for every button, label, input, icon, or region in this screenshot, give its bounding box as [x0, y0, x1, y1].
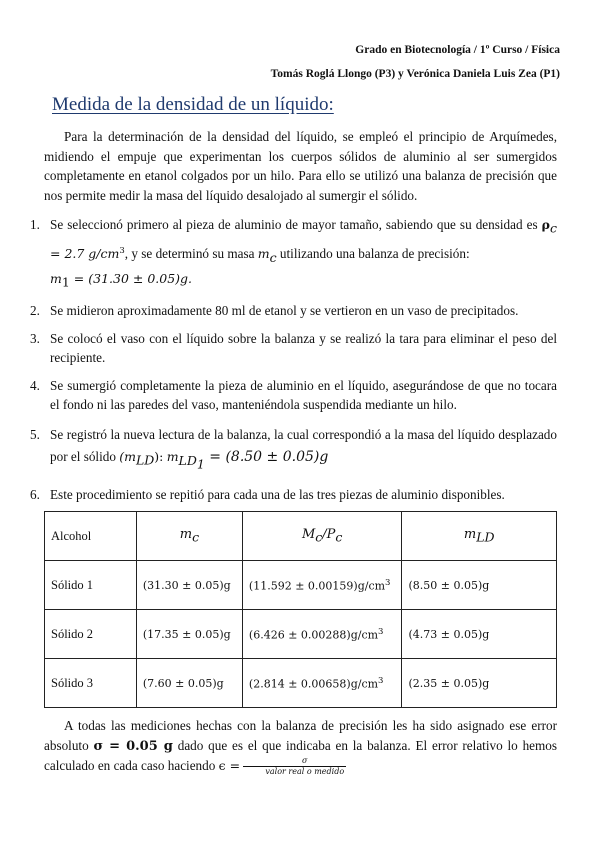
- mld1-subscript-index: 1: [196, 456, 205, 472]
- header-alcohol: Alcohol: [45, 512, 137, 561]
- mld1-value: = (8.50 ± 0.05)g: [204, 449, 329, 465]
- density-sup: 3: [378, 675, 384, 686]
- mld-subscript: LD: [135, 452, 155, 468]
- mld1-symbol: m: [166, 449, 179, 464]
- mld1-subscript: LD: [178, 452, 197, 468]
- intro-paragraph: Para la determinación de la densidad del líquido, se empleó el principio de Arquímedes, midiendo el empuje que experimentan los cuerpos sólidos de aluminio al ser sumergidos completamente en etanol colgados por un hilo. Para ello se utilizó una balanza de precisión que nos permite medir la masa del líquido desalojado al sumergir el sólido.: [44, 129, 557, 203]
- list-text: [50, 424, 557, 475]
- step1-text-b: , y se determinó su masa: [124, 245, 255, 261]
- fraction-numerator: σ: [243, 756, 346, 767]
- list-item-2: [30, 300, 557, 322]
- density-value: (11.592 ± 0.00159)g/cm: [248, 579, 386, 593]
- header-mc: [136, 512, 242, 561]
- list-item-3: [30, 329, 557, 367]
- header-mc-subscript: c: [192, 529, 200, 545]
- list-text: Se sumergió completamente la pieza de aluminio en el líquido, asegurándose de que no tocara el fondo ni las paredes del vaso, manteniéndola suspendida mediante un hilo.: [50, 378, 557, 412]
- list-number: 3.: [30, 331, 40, 346]
- density-value: (6.426 ± 0.00288)g/cm: [248, 628, 379, 642]
- density-sup: 3: [378, 626, 384, 637]
- mass-subscript: c: [269, 249, 277, 265]
- section-title: Medida de la densidad de un líquido:: [52, 94, 334, 115]
- header-density: [242, 512, 402, 561]
- row-label: Sólido 3: [45, 659, 137, 708]
- header-mld-subscript: LD: [476, 529, 495, 545]
- relative-error-fraction: [243, 756, 346, 777]
- outro-text-b: dado que es el que indicaba en la balanza. El error relativo lo hemos calculado en cada caso haciendo: [44, 737, 558, 773]
- list-text: [50, 214, 557, 294]
- fraction-denominator: valor real o medido: [265, 767, 345, 777]
- mass-symbol: m: [257, 245, 270, 261]
- list-number: 4.: [30, 378, 40, 393]
- step1-text-a: Se seleccionó primero al pieza de aluminio de mayor tamaño, sabiendo que su densidad es: [50, 217, 538, 232]
- list-item-5: [30, 424, 557, 475]
- mld-close: ):: [154, 449, 164, 464]
- header-mp-symbol: M: [301, 527, 316, 543]
- rho-superscript: 3: [119, 245, 125, 256]
- mld-symbol: (m: [119, 449, 136, 464]
- list-number: 6.: [30, 487, 40, 502]
- outro-text-a: A todas las mediciones hechas con la balanza de precisión les ha sido asignado ese error absoluto: [44, 718, 557, 753]
- list-item-1: [30, 214, 557, 294]
- table-row: [45, 659, 557, 708]
- m1-value: = (31.30 ± 0.05)g.: [69, 271, 192, 287]
- list-text: Este procedimiento se repitió para cada una de las tres piezas de aluminio disponibles.: [50, 487, 505, 502]
- cell-density: [242, 561, 402, 610]
- list-text: Se midieron aproximadamente 80 ml de etanol y se vertieron en un vaso de precipitados.: [50, 303, 519, 318]
- header-authors-line: Tomás Roglá Llongo (P3) y Verónica Daniela Luis Zea (P1): [270, 68, 560, 80]
- step1-text-c: utilizando una balanza de precisión:: [279, 245, 470, 261]
- step5-text-a: Se registró la nueva lectura de la balanza, la cual correspondió a la masa del líquido desplazado por el sólido: [50, 427, 557, 464]
- rho-value: = 2.7 g/cm: [50, 245, 120, 261]
- list-number: 2.: [30, 303, 40, 318]
- rho-subscript: c: [549, 220, 557, 236]
- cell-density: [242, 610, 402, 659]
- row-label: Sólido 1: [45, 561, 137, 610]
- list-number: 1.: [30, 217, 40, 232]
- measurements-table: [44, 511, 557, 708]
- density-value: (2.814 ± 0.00658)g/cm: [248, 677, 379, 691]
- cell-mc: (7.60 ± 0.05)g: [136, 659, 242, 708]
- header-mc-symbol: m: [179, 527, 193, 543]
- header-mp-subscript: c: [315, 529, 323, 545]
- header-course-line: Grado en Biotecnología / 1º Curso / Física: [355, 44, 560, 56]
- list-text: Se colocó el vaso con el líquido sobre la balanza y se realizó la tara para eliminar el peso del recipiente.: [50, 331, 557, 365]
- header-mp-subscript2: c: [335, 529, 343, 545]
- closing-paragraph: [44, 716, 557, 777]
- m1-subscript: 1: [61, 274, 70, 290]
- cell-mc: (31.30 ± 0.05)g: [136, 561, 242, 610]
- rho-symbol: ρ: [541, 217, 550, 232]
- epsilon-formula: ϵ =: [218, 758, 241, 773]
- cell-density: [242, 659, 402, 708]
- table-row: [45, 610, 557, 659]
- row-label: Sólido 2: [45, 610, 137, 659]
- header-mp-slash: /P: [322, 527, 336, 543]
- list-item-4: [30, 376, 557, 414]
- density-sup: 3: [385, 577, 391, 588]
- table-header-row: [45, 512, 557, 561]
- cell-mld: (2.35 ± 0.05)g: [402, 659, 557, 708]
- cell-mld: (8.50 ± 0.05)g: [402, 561, 557, 610]
- list-number: 5.: [30, 427, 40, 442]
- header-mld-symbol: m: [463, 527, 477, 543]
- table-row: [45, 561, 557, 610]
- cell-mld: (4.73 ± 0.05)g: [402, 610, 557, 659]
- header-mld: [402, 512, 557, 561]
- sigma-formula: σ = 0.05 g: [93, 738, 173, 754]
- m1-symbol: m: [50, 271, 62, 287]
- cell-mc: (17.35 ± 0.05)g: [136, 610, 242, 659]
- list-item-6: [30, 484, 557, 506]
